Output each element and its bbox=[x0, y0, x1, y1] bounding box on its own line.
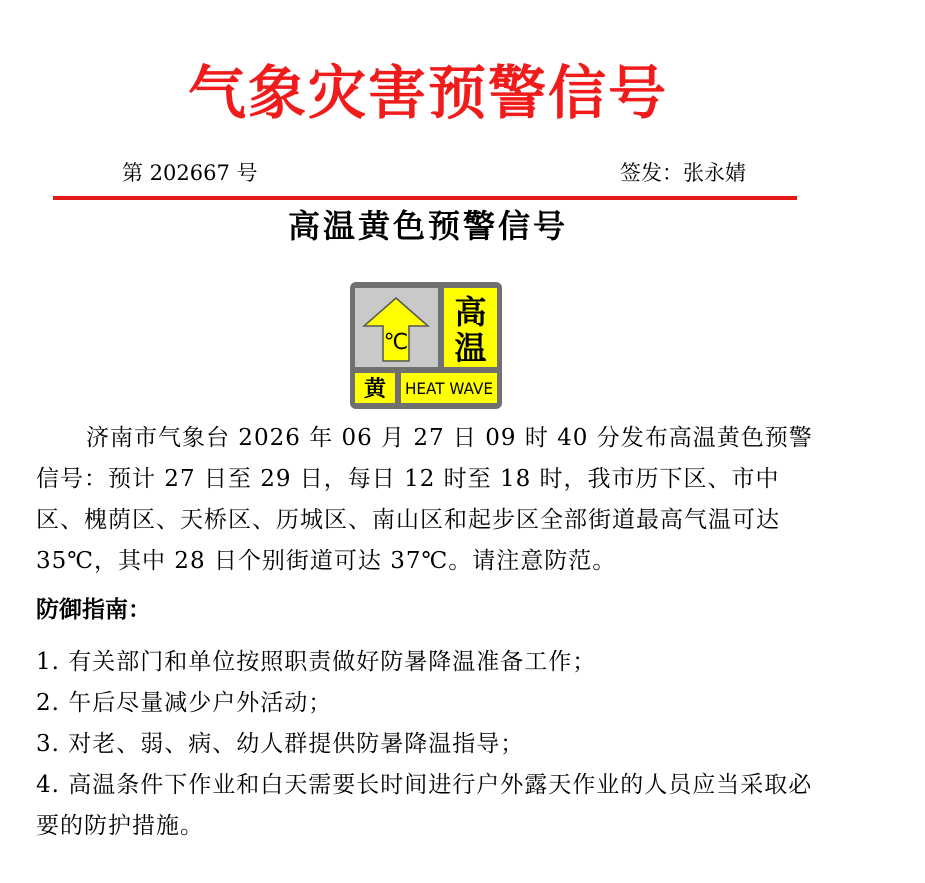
guide-item: 3. 对老、弱、病、幼人群提供防暑降温指导； bbox=[36, 731, 525, 757]
guide-item: 1. 有关部门和单位按照职责做好防暑降温准备工作； bbox=[36, 649, 597, 675]
document-title: 气象灾害预警信号 bbox=[187, 59, 668, 127]
guide-item: 2. 午后尽量减少户外活动； bbox=[36, 690, 333, 716]
icon-char-temperature: 温 bbox=[454, 329, 487, 367]
signer: 签发：张永婧 bbox=[620, 161, 746, 185]
icon-char-high: 高 bbox=[454, 293, 487, 331]
guide-heading: 防御指南： bbox=[36, 596, 151, 623]
celsius-symbol: ℃ bbox=[383, 330, 409, 355]
warning-title: 高温黄色预警信号 bbox=[287, 207, 568, 245]
header-divider bbox=[53, 196, 797, 200]
issue-number: 第 202667 号 bbox=[122, 161, 258, 185]
warning-body: 济南市气象台 2026 年 06 月 27 日 09 时 40 分发布高温黄色预警信号：预计 27 日至 29 日，每日 12 时至 18 时，我市历下区、市中区、槐荫区、天桥区、历城区、南山区和起步区全部街道最高气温可达 35℃，其中 28 日个别街道可达 37℃。请注意防范。 bbox=[36, 425, 813, 574]
icon-english-label: HEAT WAVE bbox=[405, 379, 493, 398]
high-temperature-yellow-warning-icon bbox=[349, 281, 503, 410]
guide-list bbox=[36, 642, 826, 847]
icon-level-char: 黄 bbox=[363, 377, 387, 402]
guide-item: 4. 高温条件下作业和白天需要长时间进行户外露天作业的人员应当采取必要的防护措施。 bbox=[36, 772, 813, 839]
